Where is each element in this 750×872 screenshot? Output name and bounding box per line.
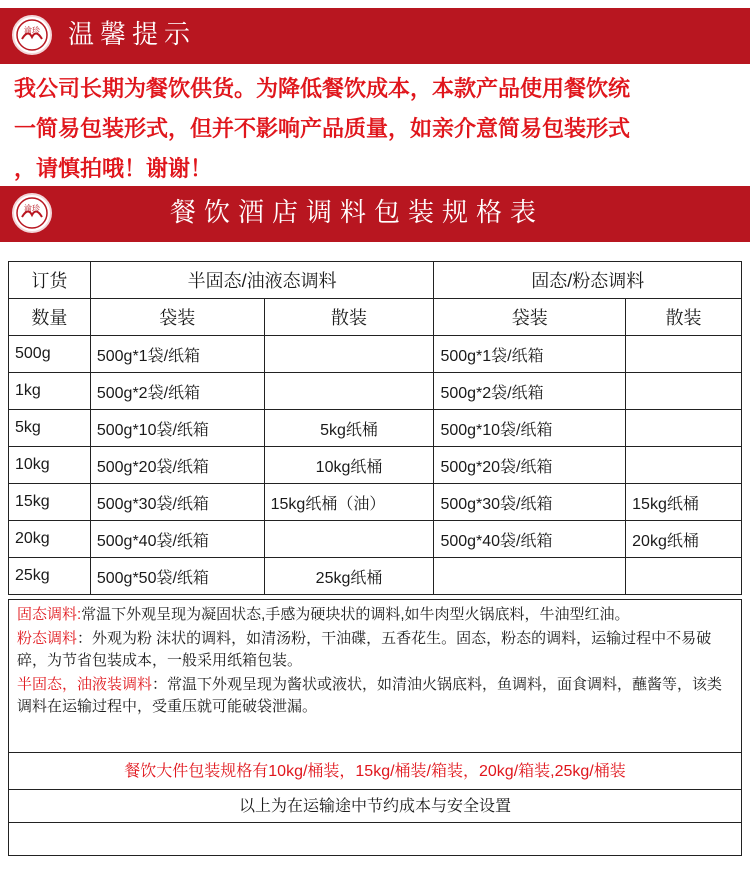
header-bulk: 散装 xyxy=(264,299,434,336)
spec-table-banner xyxy=(0,186,750,242)
notice-line: 我公司长期为餐饮供货。为降低餐饮成本，本款产品使用餐饮统 xyxy=(14,77,631,102)
table-header-row xyxy=(9,262,742,299)
header-bag: 袋装 xyxy=(434,299,626,336)
notice-line: 一简易包装形式，但并不影响产品质量，如亲介意简易包装形式 xyxy=(14,117,631,142)
definition-semi-solid xyxy=(17,674,733,718)
warm-tips-banner xyxy=(0,8,750,64)
packaging-spec-table xyxy=(8,261,742,595)
banner-title: 餐饮酒店调料包装规格表 xyxy=(170,198,545,228)
cell-solid-bag: 500g*10袋/纸箱 xyxy=(434,410,626,447)
empty-row xyxy=(8,822,742,856)
cell-solid-bulk: 15kg纸桶 xyxy=(626,484,742,521)
cost-saving-note: 以上为在运输途中节约成本与安全设置 xyxy=(8,789,742,823)
cell-qty: 500g xyxy=(9,336,91,373)
cell-solid-bulk: 20kg纸桶 xyxy=(626,521,742,558)
notice-line: ，请慎拍哦！谢谢！ xyxy=(14,157,213,182)
definition-text: 常温下外观呈现为凝固状态,手感为硬块状的调料,如牛肉型火锅底料，牛油型红油。 xyxy=(81,606,630,623)
table-row xyxy=(9,558,742,595)
cell-solid-bag: 500g*20袋/纸箱 xyxy=(434,447,626,484)
header-bulk: 散装 xyxy=(626,299,742,336)
table-row xyxy=(9,336,742,373)
big-pack-note: 餐饮大件包装规格有10kg/桶装，15kg/桶装/箱装，20kg/箱装,25kg/桶装 xyxy=(8,752,742,790)
cell-solid-bag: 500g*30袋/纸箱 xyxy=(434,484,626,521)
header-solid-powder: 固态/粉态调料 xyxy=(434,262,742,299)
cell-qty: 10kg xyxy=(9,447,91,484)
cell-solid-bulk xyxy=(626,447,742,484)
definition-powder xyxy=(17,628,733,672)
cell-semi-bag: 500g*50袋/纸箱 xyxy=(90,558,264,595)
header-semi-solid: 半固态/油液态调料 xyxy=(90,262,434,299)
definition-term: 半固态，油液装调料 xyxy=(17,676,153,693)
cell-semi-bag: 500g*40袋/纸箱 xyxy=(90,521,264,558)
definition-solid xyxy=(17,604,733,626)
cell-qty: 5kg xyxy=(9,410,91,447)
notice-text xyxy=(14,70,738,190)
cell-semi-bulk xyxy=(264,521,434,558)
cell-qty: 25kg xyxy=(9,558,91,595)
cell-solid-bag: 500g*2袋/纸箱 xyxy=(434,373,626,410)
cell-solid-bag: 500g*1袋/纸箱 xyxy=(434,336,626,373)
definition-text: ：常温下外观呈现为酱状或液状，如清油火锅底料，鱼调料，面食调料，蘸酱等，该类调料在运输过程中，受重压就可能破袋泄漏。 xyxy=(17,676,723,715)
cell-solid-bulk xyxy=(626,336,742,373)
header-bag: 袋装 xyxy=(90,299,264,336)
cell-semi-bag: 500g*30袋/纸箱 xyxy=(90,484,264,521)
table-row xyxy=(9,373,742,410)
seasoning-definitions xyxy=(8,599,742,753)
cell-solid-bag: 500g*40袋/纸箱 xyxy=(434,521,626,558)
svg-text:渝珍: 渝珍 xyxy=(24,204,40,213)
brand-logo-icon xyxy=(12,15,52,55)
brand-logo-icon xyxy=(12,193,52,233)
table-row xyxy=(9,410,742,447)
cell-semi-bulk xyxy=(264,336,434,373)
definition-term: 粉态调料 xyxy=(17,630,78,647)
cell-qty: 1kg xyxy=(9,373,91,410)
cell-qty: 15kg xyxy=(9,484,91,521)
svg-text:渝珍: 渝珍 xyxy=(24,26,40,35)
cell-semi-bulk: 15kg纸桶（油） xyxy=(264,484,434,521)
definition-text: ：外观为粉 沫状的调料，如清汤粉，干油碟，五香花生。固态，粉态的调料，运输过程中不易破碎，为节省包装成本，一般采用纸箱包装。 xyxy=(17,630,712,669)
cell-semi-bulk: 10kg纸桶 xyxy=(264,447,434,484)
cell-semi-bulk: 25kg纸桶 xyxy=(264,558,434,595)
cell-semi-bulk: 5kg纸桶 xyxy=(264,410,434,447)
cell-solid-bag xyxy=(434,558,626,595)
table-row xyxy=(9,447,742,484)
cell-solid-bulk xyxy=(626,558,742,595)
header-quantity: 数量 xyxy=(9,299,91,336)
cell-semi-bag: 500g*1袋/纸箱 xyxy=(90,336,264,373)
banner-title: 温馨提示 xyxy=(68,20,197,50)
definition-term: 固态调料: xyxy=(17,606,82,623)
table-row xyxy=(9,521,742,558)
cell-qty: 20kg xyxy=(9,521,91,558)
cell-semi-bag: 500g*20袋/纸箱 xyxy=(90,447,264,484)
cell-semi-bulk xyxy=(264,373,434,410)
cell-semi-bag: 500g*10袋/纸箱 xyxy=(90,410,264,447)
header-order: 订货 xyxy=(9,262,91,299)
cell-semi-bag: 500g*2袋/纸箱 xyxy=(90,373,264,410)
table-header-row xyxy=(9,299,742,336)
cell-solid-bulk xyxy=(626,373,742,410)
cell-solid-bulk xyxy=(626,410,742,447)
table-row xyxy=(9,484,742,521)
